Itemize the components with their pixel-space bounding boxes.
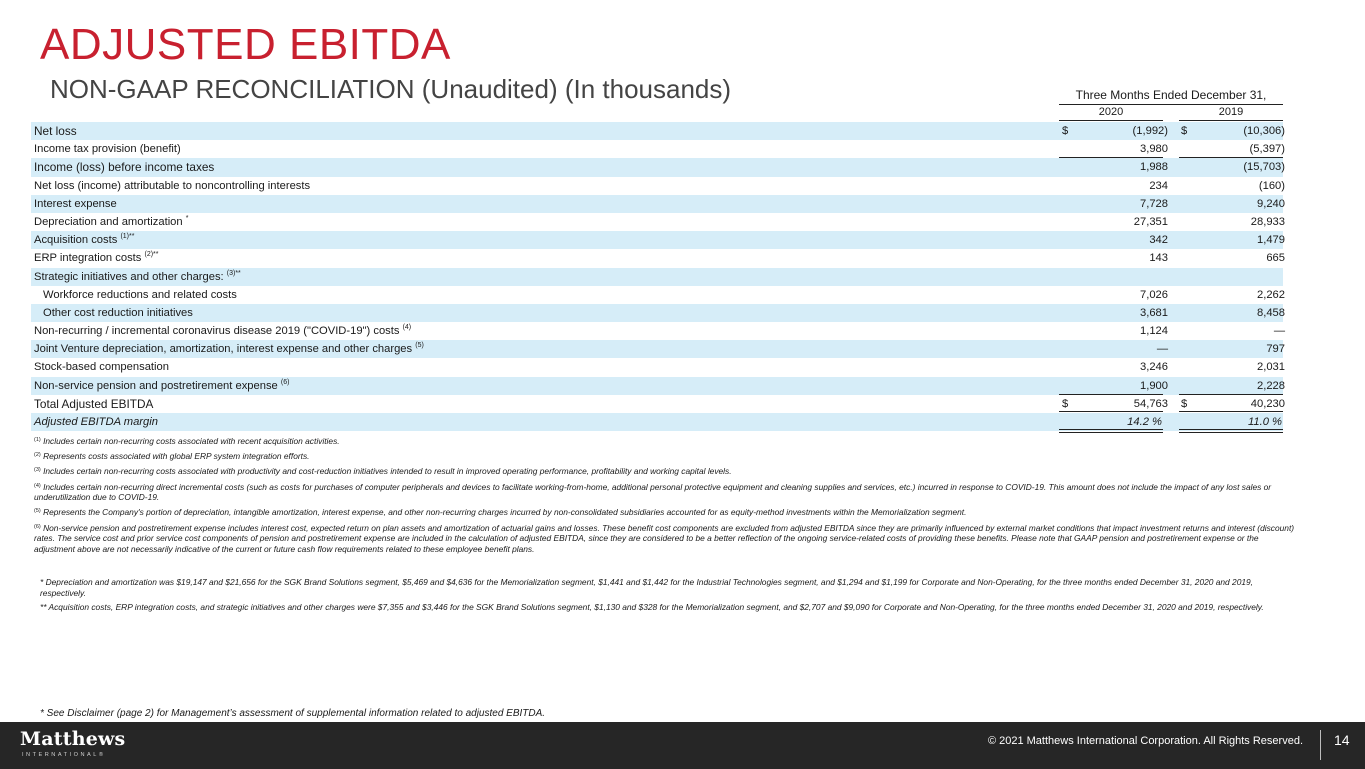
value-2019: 2,228 xyxy=(1257,379,1285,392)
value-2020: — xyxy=(1156,343,1168,356)
value-2020: 7,026 xyxy=(1140,288,1168,301)
row-label xyxy=(34,213,188,231)
star-note-acquisition: ** Acquisition costs, ERP integration costs, and strategic initiatives and other charges were $7,355 and $3,446 for the SGK Brand Solutions segment, $1,130 and $328 for the Memorialization segment, and $2,707 and $9,090 for Corporate and Non-Operating, for the three months ended December 31, 2020 and 2019, respectively. xyxy=(40,602,1264,613)
page-subtitle: NON-GAAP RECONCILIATION (Unaudited) (In thousands) xyxy=(50,74,732,104)
footer-bar xyxy=(0,722,1365,769)
page-number: 14 xyxy=(1334,732,1350,748)
value-2020: 27,351 xyxy=(1133,215,1168,228)
footnote-2 xyxy=(34,451,1296,462)
value-2019: 9,240 xyxy=(1257,197,1285,210)
footnotes xyxy=(34,436,1296,559)
value-2020: (1,992) xyxy=(1132,125,1168,137)
row-label xyxy=(34,340,424,358)
footnote-text: Represents costs associated with global ERP system integration efforts. xyxy=(43,451,310,462)
value-2020: 7,728 xyxy=(1140,197,1168,210)
footer-divider xyxy=(1320,730,1321,760)
footnote-mark: (4) xyxy=(34,482,41,489)
value-2019: 8,458 xyxy=(1257,306,1285,319)
footnote-text: Includes certain non-recurring direct incremental costs (such as costs for purchases of computer peripherals and devices to facilitate working-from-home, additional personal protective equipment and cleaning supplies and services, etc.) incurred in response to COVID-19. This amount does not include the impact of any lost sales or underutilization due to COVID-19. xyxy=(34,481,1272,503)
reconciliation-table xyxy=(31,122,1283,431)
value-2020: 1,988 xyxy=(1140,161,1168,174)
year-underline xyxy=(1179,120,1283,121)
footnote-ref: (3)** xyxy=(226,269,241,277)
table-row-noncontrolling xyxy=(31,177,1283,195)
value-2019: (10,306) xyxy=(1243,125,1285,137)
copyright-text: © 2021 Matthews International Corporation. All Rights Reserved. xyxy=(987,735,1303,747)
year-underline xyxy=(1059,120,1163,121)
row-label: Interest expense xyxy=(34,197,117,210)
table-row-margin xyxy=(31,413,1283,431)
footnote-ref: (1)** xyxy=(120,233,135,241)
value-2019: 797 xyxy=(1266,343,1285,356)
table-row-net-loss xyxy=(31,122,1283,140)
value-2020: 3,980 xyxy=(1140,143,1168,156)
footnote-ref: * xyxy=(185,214,189,222)
row-label xyxy=(34,322,411,340)
row-label: Other cost reduction initiatives xyxy=(43,306,193,319)
row-label: Net loss (income) attributable to noncontrolling interests xyxy=(34,179,311,192)
value-2019: (15,703) xyxy=(1243,161,1285,174)
footnote-text: Includes certain non-recurring costs associated with productivity and cost-reduction initiatives intended to result in improved operating performance, profitability and working capital levels. xyxy=(43,466,732,477)
disclaimer-note: * See Disclaimer (page 2) for Management’s assessment of supplemental information related to adjusted EBITDA. xyxy=(40,708,546,719)
value-2019: 40,230 xyxy=(1250,397,1285,410)
margin-double-rule xyxy=(1179,429,1283,433)
value-2020: 234 xyxy=(1149,179,1168,192)
row-label xyxy=(34,231,134,249)
table-row-stock-comp xyxy=(31,358,1283,376)
table-row-total xyxy=(31,395,1283,413)
table-row-other-cost xyxy=(31,304,1283,322)
value-2019: (160) xyxy=(1258,179,1285,192)
row-label xyxy=(34,249,159,267)
footnote-ref: (6) xyxy=(280,378,290,386)
margin-double-rule xyxy=(1059,429,1163,433)
table-row-covid xyxy=(31,322,1283,340)
row-label: Net loss xyxy=(34,124,77,138)
value-2019: — xyxy=(1273,325,1285,338)
footnote-text: Includes certain non-recurring costs associated with recent acquisition activities. xyxy=(43,436,340,446)
row-label-text: Non-service pension and postretirement expense xyxy=(34,379,278,392)
year-header-2019: 2019 xyxy=(1218,106,1244,118)
table-row-erp xyxy=(31,249,1283,267)
table-row-workforce xyxy=(31,286,1283,304)
footnote-1 xyxy=(34,436,1296,447)
value-2020: 3,246 xyxy=(1140,361,1168,374)
footnote-mark: (2) xyxy=(34,452,41,459)
row-label-text: ERP integration costs xyxy=(34,252,142,265)
value-2019: 1,479 xyxy=(1257,234,1285,247)
currency-symbol: $ xyxy=(1181,397,1188,410)
table-row-strategic xyxy=(31,268,1283,286)
footnote-mark: (6) xyxy=(34,523,41,530)
segment-notes xyxy=(40,577,1298,617)
star-note-depreciation: * Depreciation and amortization was $19,147 and $21,656 for the SGK Brand Solutions segment, $5,469 and $4,636 for the Memorialization segment, $1,441 and $1,442 for the Industrial Technologies segment, and $1,294 and $1,199 for Corporate and Non-Operating, for the three months ended December 31, 2020 and 2019, respectively. xyxy=(40,577,1254,598)
table-row-depreciation xyxy=(31,213,1283,231)
page-title: ADJUSTED EBITDA xyxy=(40,20,451,69)
row-label-text: Strategic initiatives and other charges: xyxy=(34,270,224,283)
row-label: Workforce reductions and related costs xyxy=(43,288,237,301)
row-label: Income (loss) before income taxes xyxy=(34,160,215,175)
footnote-ref: (5) xyxy=(415,342,424,350)
currency-symbol: $ xyxy=(1062,125,1069,137)
row-label: Total Adjusted EBITDA xyxy=(34,396,154,411)
value-2020: 143 xyxy=(1149,252,1168,265)
footnote-mark: (1) xyxy=(34,437,41,443)
table-row-income-tax xyxy=(31,140,1283,158)
row-label: Income tax provision (benefit) xyxy=(34,143,181,156)
value-2020: 54,763 xyxy=(1133,397,1168,410)
footnote-5 xyxy=(34,507,1296,518)
value-2019: (5,397) xyxy=(1249,143,1285,156)
table-row-pension xyxy=(31,377,1283,395)
row-label-text: Joint Venture depreciation, amortization, interest expense and other charges xyxy=(34,343,413,356)
year-header-2020: 2020 xyxy=(1098,106,1124,118)
footnote-text: Non-service pension and postretirement expense includes interest cost, expected return on plan assets and amortization of actuarial gains and losses. These benefit cost components are excluded from adjusted EBITDA since they are primarily influenced by external market conditions that impact investment returns and interest (discount) rates. The service cost and prior service cost components of pension and postretirement expense are included in the calculation of adjusted EBITDA, since they are considered to be a better reflection of the ongoing service-related costs of providing these benefits. Please note that GAAP pension and postretirement expense or the adjustment above are not necessarily indicative of the current or future cash flow requirements related to these employee benefit plans. xyxy=(34,522,1295,554)
value-2020: 1,124 xyxy=(1140,325,1168,338)
value-2020: 1,900 xyxy=(1140,379,1168,392)
row-label xyxy=(34,377,289,395)
currency-symbol: $ xyxy=(1062,397,1069,410)
table-row-interest xyxy=(31,195,1283,213)
period-header: Three Months Ended December 31, xyxy=(1059,88,1283,105)
footnote-mark: (5) xyxy=(34,508,41,515)
row-label: Stock-based compensation xyxy=(34,361,169,374)
table-row-acquisition xyxy=(31,231,1283,249)
footnote-3 xyxy=(34,466,1296,477)
value-2019: 28,933 xyxy=(1250,215,1285,228)
row-label: Adjusted EBITDA margin xyxy=(34,416,158,428)
footnote-ref: (2)** xyxy=(144,251,159,259)
footnote-ref: (4) xyxy=(402,324,412,332)
row-label-text: Acquisition costs xyxy=(34,234,118,247)
footnote-text: Represents the Company's portion of depreciation, intangible amortization, interest expense, and other non-recurring charges incurred by non-consolidated subsidiaries accounted for as equity-method investments within the Memorialization segment. xyxy=(43,507,967,518)
value-2020: 342 xyxy=(1149,234,1168,247)
value-2020: 14.2 % xyxy=(1127,416,1162,428)
table-row-joint-venture xyxy=(31,340,1283,358)
value-2019: 665 xyxy=(1266,252,1285,265)
value-2019: 2,262 xyxy=(1257,288,1285,301)
logo-subtext: INTERNATIONAL® xyxy=(22,752,106,758)
value-2020: 3,681 xyxy=(1140,306,1168,319)
table-row-income-before-tax xyxy=(31,158,1283,176)
currency-symbol: $ xyxy=(1181,125,1188,137)
row-label-text: Non-recurring / incremental coronavirus disease 2019 ("COVID-19") costs xyxy=(34,325,400,338)
value-2019: 11.0 % xyxy=(1248,416,1282,428)
matthews-logo: Matthews xyxy=(20,728,126,750)
row-label-text: Depreciation and amortization xyxy=(34,215,183,228)
value-2019: 2,031 xyxy=(1257,361,1285,374)
footnote-6 xyxy=(34,523,1296,555)
footnote-mark: (3) xyxy=(34,467,41,474)
row-label xyxy=(34,268,241,286)
footnote-4 xyxy=(34,482,1296,503)
